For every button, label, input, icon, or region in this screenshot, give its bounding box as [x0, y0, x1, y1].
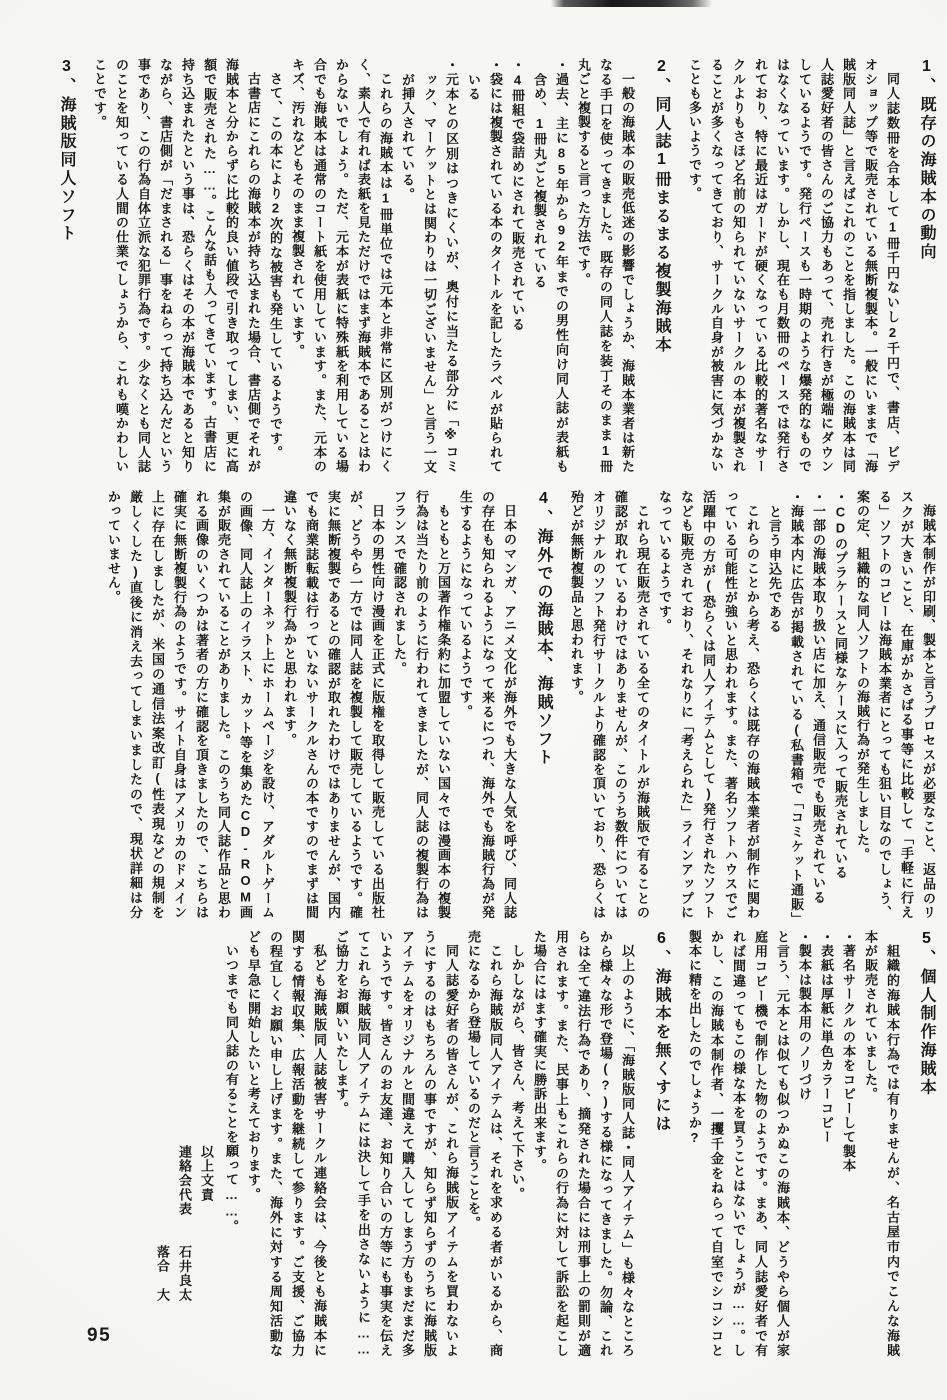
- paragraph: 一般の海賊本の販売低迷の影響でしょうか、海賊本業者は新たなる手口を使ってきました。既存の同人誌を装丁そのまま1冊丸ごと複製すると言った方法です。: [576, 58, 635, 474]
- closing-credit: 以上文責: [199, 1145, 214, 1203]
- paragraph: 日本の男性向け漫画を正式に版権を取得して販売している出版社が、どうやら一方では同人誌を複製して販売しているようです。確実に無断複製であるとの確認が取れたわけではありませんが、国内でも商業誌転載は行っていないサークルさんの本ですのでまずは間違いなく無断複製行為かと思われます。: [282, 490, 385, 920]
- bullet-item: ・海賊本内に広告が掲載されている(私書箱で「コミケット通販」と言う申込先である: [767, 490, 804, 920]
- paragraph: 古書店にこれらの海賊本が持ち込まれた場合、書店側でそれが海賊本と分からずに比較的良い値段で引き取ってしまい、更に高額で販売された……。こんな話も入ってきています。古書店に持ち込まれたという事は、恐らくはその本が海賊本であると知りながら、書店側が「だまされる」事をねらって持ち込んだという事であり、この行為自体立派な犯罪行為です。少なくとも同人誌のことを知っている人間の仕業でしょうから、これも嘆かわしいことです。: [92, 58, 261, 474]
- text-band-bottom: [151, 930, 939, 1358]
- section-heading: 3、海賊版同人ソフト: [58, 58, 75, 243]
- bullet-item: ・袋には複製されている本のタイトルを記したラベルが貼られている: [466, 58, 503, 474]
- paragraph: もともと万国著作権条約に加盟していない国々では漫画本の複製行為は当たり前のように行われてきましたが、同人誌の複製行為はフランスで確認されました。: [392, 490, 451, 920]
- bullet-item: ・一部の海賊本取り扱い店に加え、通信販売でも販売されている: [811, 490, 826, 905]
- paragraph: 一方、インターネット上にホームページを設け、アダルトゲームの画像、同人誌上のイラスト、カット等を集めたCD-ROM画集が販売されていることがありました。このうち同人誌作品と思われる画像のいくつかは著者の方に確認を頂きましたので、こちらは確実に無断複製行為のようです。サイト自身はアメリカのドメイン上に存在しましたが、米国の通信法案改訂(性表現などの規制を厳しくした)直後に消え去ってしまいましたので、現状詳細は分かっていません。: [106, 490, 275, 920]
- paragraph: 私ども海賊版同人誌被害サークル連絡会は、今後とも海賊本に関する情報収集、広報活動を継続して参ります。ご支援、ご協力の程宜しくお願い申し上げます。また、海外に対する周知活動なども早急に開始したいと考えております。: [246, 930, 327, 1358]
- paragraph: これらのことから考え、恐らくは既存の海賊本業者が制作に関わっている可能性が強いと思われます。また、著名ソフトハウスでご活躍中の方が(恐らくは同人アイテムとして)発行されたソフトなども販売されており、それなりに「考えられた」ラインアップになっているようです。: [657, 490, 760, 920]
- paragraph: 組織的海賊本行為では有りませんが、名古屋市内でこんな海賊本が販売されていました。: [863, 930, 900, 1358]
- bullet-item: ・表紙は厚紙に単色カラーコピー: [819, 930, 834, 1145]
- paragraph: 以上のように、「海賊版同人誌・同人アイテム」も様々なところから様々な形で登場(?)する様になってきました。勿論、これらは全て違法行為であり、摘発された場合には刑事上の罰則が適用されます。また、民事上もこれらの行為に対して訴訟を起こした場合にはます確実に勝訴出来ます。: [532, 930, 635, 1358]
- section-heading: 5、個人制作海賊本: [918, 930, 935, 1097]
- paragraph: これら現在販売されている全てのタイトルが海賊版で有ることの確認が取れているわけではありませんが、このうち数件についてはオリジナルのソフト発行サークルより確認を頂いており、恐らくは殆どが無断複製品と思われます。: [569, 490, 650, 920]
- bullet-item: ・CDのプラケースと同様なケースに入って販売されている: [833, 490, 848, 881]
- section-heading: 6、海賊本を無くすには: [653, 930, 670, 1134]
- page-number: 95: [87, 1325, 112, 1346]
- bullet-item: ・4冊組で袋詰めにされて販売されている: [510, 58, 525, 332]
- paragraph: これらの海賊本は1冊単位では元本と非常に区別がつけにくく、素人で有れば表紙を見ただけではまず海賊本であることはわからないでしょう。ただ、元本が表紙に特殊紙を利用している場合でも海賊本は通常のコート紙を使用しています。また、元本のキズ、汚れなどもそのまま複製されています。: [290, 58, 393, 474]
- bullet-item: ・製本は製本用のノリづけ: [797, 930, 812, 1102]
- signature-line-name: 落合 大: [155, 1245, 170, 1303]
- paragraph: 同人誌愛好者の皆さんが、これら海賊版アイテムを買わないようにするのはもちろんの事ですが、知らず知らずのうちに海賊版アイテムをオリジナルと間違えて購入してしまう方もまだまだ多いようです。皆さんのお友達、お知り合いの方等にも事実を伝えてこれら海賊版同人アイテムには決して手を出さないように……ご協力をお願いいたします。: [334, 930, 459, 1358]
- section-heading: 4、海外での海賊本、海賊ソフト: [535, 490, 552, 767]
- scan-artifact-top: [551, 0, 712, 7]
- paragraph: さて、この本により2次的な被害も発生しているようです。: [268, 72, 283, 461]
- paragraph: 海賊本制作が印刷、製本と言うプロセスが必要なこと、返品のリスクが大きいこと、在庫がかさばる事等に比較して「手軽に行える」ソフトのコピーは海賊本業者にとっても狙い目なのでしょう、案の定、組織的な同人ソフトの海賊行為が発生しました。: [855, 490, 936, 920]
- bullet-item: ・著名サークルの本をコピーして製本: [841, 930, 856, 1174]
- section-heading: 1、既存の海賊本の動向: [918, 58, 935, 262]
- section-heading: 2、同人誌1冊まるまる複製海賊本: [653, 58, 670, 355]
- paragraph: いつまでも同人誌の有ることを願って……。: [224, 944, 239, 1235]
- paragraph: しかしながら、皆さん、考えて下さい。: [510, 944, 525, 1202]
- bullet-item: ・過去、主に85年から92年までの男性向け同人誌が表紙も含め、1冊丸ごと複製されている: [532, 58, 569, 474]
- text-band-middle: [102, 490, 939, 920]
- bullet-item: ・元本との区別はつきにくいが、奥付に当たる部分に「※コミック、マーケットとは関わりは一切ございません」と言う一文が挿入されている。: [400, 58, 459, 474]
- signature-line-representative: 連絡会代表 石井良太: [177, 1145, 192, 1303]
- paragraph: 日本のマンガ、アニメ文化が海外でも大きな人気を呼び、同人誌の存在も知られるようになって来るにつれ、海外でも海賊行為が発生するようになっているようです。: [458, 490, 517, 920]
- paragraph: と言う、元本とは似ても似つかぬこの海賊本、どうやら個人が家庭用コピー機で制作した物のようです。まあ、同人誌愛好者で有れば間違ってもこの様な本を買うことはないでしょうが……。しかし、この海賊本制作者、一攫千金をねらって自室でシコシコと製本に精を出したのでしょうか?: [687, 930, 790, 1358]
- paragraph: 同人誌数冊を合本して1冊千円ないし2千円で、書店、ビデオショップ等で販売されている無断複製本。一般にいままで「海賊版同人誌」と言えばこれのことを指しました。この海賊本は同人誌愛好者の皆さんのご協力もあって、売れ行きが極端にダウンしているようです。発行ペースも一時期のような爆発的なものではなくなっています。しかし、現在も月数冊のペースでは発行されており、特に最近はガードが硬くなっている比較的著名なサークルよりもさほど名前の知られていないサークルの本が複製されることが多くなってきており、サークル自身が被害に気づかないことも多いようです。: [687, 58, 900, 474]
- paragraph: これら海賊版同人アイテムは、それを求める者がいるから、商売になるから登場しているのだと言うことを。: [466, 930, 503, 1358]
- text-band-top: [43, 58, 939, 474]
